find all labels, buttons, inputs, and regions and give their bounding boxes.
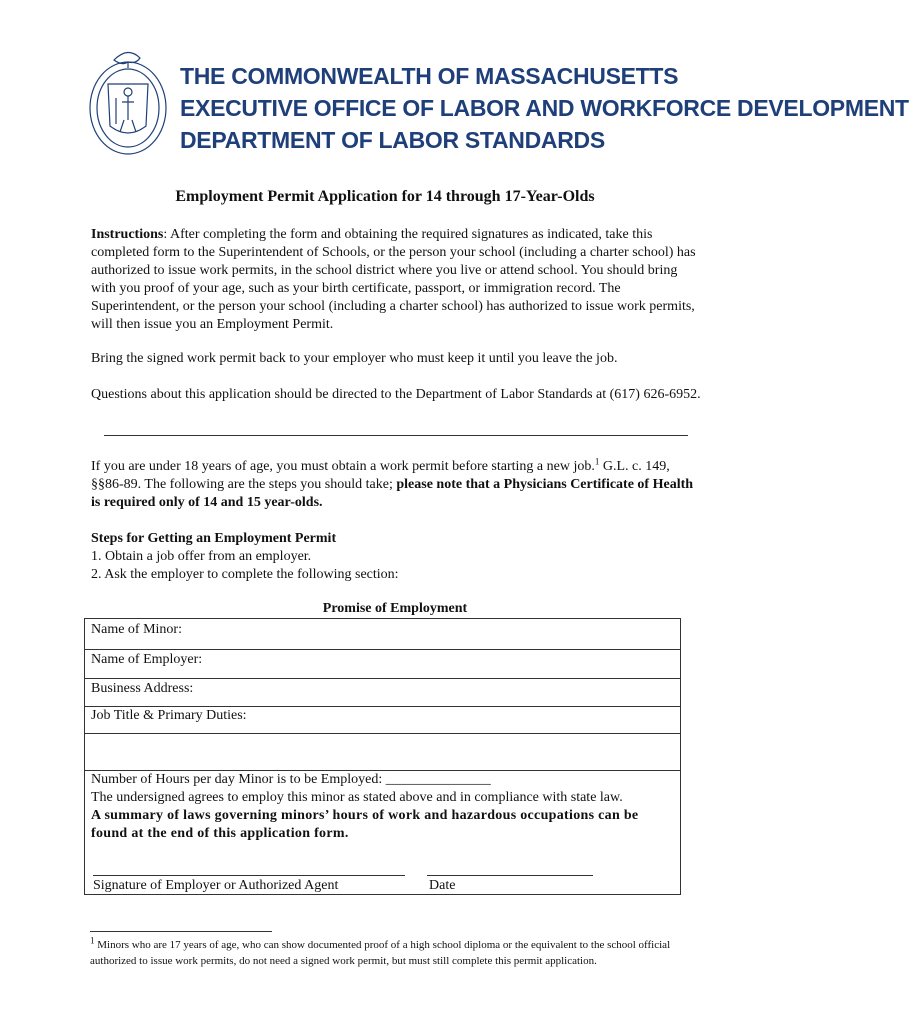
date-line[interactable]	[427, 875, 593, 876]
job-duties-entry-field[interactable]	[85, 734, 680, 771]
laws-summary-note: A summary of laws governing minors’ hours of work and hazardous occupations can be found at the end of this application form.	[91, 808, 639, 841]
agreement-statement: The undersigned agrees to employ this minor as stated above and in compliance with state law.	[91, 790, 623, 805]
massachusetts-seal-logo	[84, 40, 172, 160]
employer-agreement	[91, 771, 670, 843]
agency-header	[180, 60, 909, 156]
step-2: 2. Ask the employer to complete the following section:	[91, 567, 399, 582]
under-18-bold-note: please note that a Physicians Certificate of Health is required only of 14 and 15 year-olds.	[91, 477, 694, 510]
name-of-employer-label: Name of Employer:	[91, 652, 203, 667]
steps-section	[91, 530, 703, 584]
under-18-paragraph	[91, 458, 703, 512]
date-label: Date	[429, 878, 456, 893]
job-title-label: Job Title & Primary Duties:	[91, 708, 247, 723]
business-address-label: Business Address:	[91, 681, 194, 696]
instructions-label: Instructions	[91, 227, 164, 242]
footnote-reference: 1	[594, 456, 600, 467]
instructions-paragraph	[91, 226, 703, 334]
footnote-text: Minors who are 17 years of age, who can show documented proof of a high school diploma or the equivalent to the school official authorized to issue work permits, do not need a signed work permit, but must still complete this permit application.	[90, 939, 671, 967]
document-title: Employment Permit Application for 14 through 17-Year-Olds	[175, 188, 595, 205]
signature-line[interactable]	[93, 875, 405, 876]
section-divider	[104, 435, 688, 436]
promise-of-employment-form	[84, 618, 681, 895]
agency-line-3: DEPARTMENT OF LABOR STANDARDS	[180, 127, 605, 153]
agency-line-2: EXECUTIVE OFFICE OF LABOR AND WORKFORCE DEVELOPMENT	[180, 95, 909, 121]
footnote-number: 1	[90, 935, 95, 946]
hours-per-day-line: Number of Hours per day Minor is to be Employed: _______________	[91, 772, 491, 787]
name-of-minor-label: Name of Minor:	[91, 622, 182, 637]
instructions-text: : After completing the form and obtaining the required signatures as indicated, take this completed form to the Superintendent of Schools, or the person your school (including a charter school) has authorized to issue work permits, in the school district where you live or attend school. You should bring with you proof of your age, such as your birth certificate, passport, or immigration record. The Superintendent, or the person your school (including a charter school) has authorized to issue work permits, will then issue you an Employment Permit.	[91, 227, 696, 332]
signature-label: Signature of Employer or Authorized Agent	[93, 878, 339, 893]
name-of-minor-field[interactable]	[85, 619, 680, 650]
bring-back-paragraph: Bring the signed work permit back to your employer who must keep it until you leave the job.	[91, 351, 618, 366]
footnote	[90, 937, 690, 969]
under-18-text: If you are under 18 years of age, you must obtain a work permit before starting a new job.	[91, 459, 595, 474]
step-1: 1. Obtain a job offer from an employer.	[91, 549, 312, 564]
questions-paragraph: Questions about this application should be directed to the Department of Labor Standards at (617) 626-6952.	[91, 387, 701, 402]
agency-line-1: THE COMMONWEALTH OF MASSACHUSETTS	[180, 63, 679, 89]
job-title-field[interactable]	[85, 707, 680, 734]
promise-heading: Promise of Employment	[322, 601, 468, 616]
footnote-divider	[90, 931, 272, 932]
business-address-field[interactable]	[85, 679, 680, 707]
steps-heading: Steps for Getting an Employment Permit	[91, 531, 337, 546]
name-of-employer-field[interactable]	[85, 650, 680, 679]
under-18-citation: G.L. c. 149, §§86-89. The following are the steps you should take;	[91, 459, 670, 492]
